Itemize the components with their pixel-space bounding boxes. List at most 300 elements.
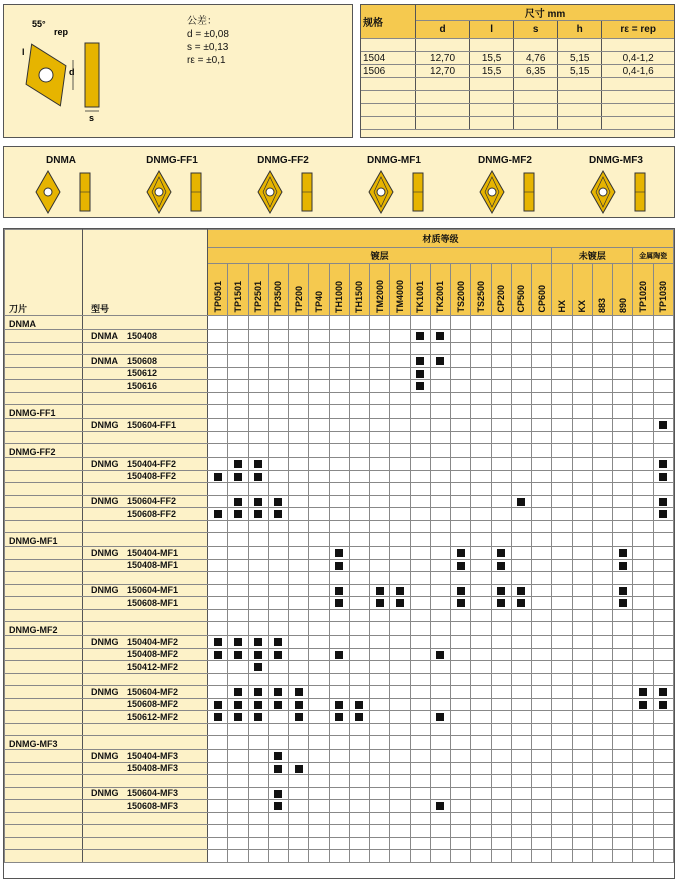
grade-cell xyxy=(268,609,288,622)
grade-cell xyxy=(592,483,612,496)
grade-cell xyxy=(349,380,369,393)
grade-cell xyxy=(532,355,552,368)
grade-cell xyxy=(613,622,633,636)
grade-cell xyxy=(410,342,430,355)
grade-cell xyxy=(491,673,511,686)
grade-cell xyxy=(451,419,471,432)
grade-cell xyxy=(552,723,572,736)
grade-cell xyxy=(511,444,531,458)
grade-cell xyxy=(532,673,552,686)
available-mark xyxy=(254,473,262,481)
grade-cell xyxy=(532,419,552,432)
grade-cell xyxy=(532,825,552,838)
grade-cell xyxy=(268,762,288,775)
grade-cell xyxy=(309,470,329,483)
grade-cell xyxy=(248,495,268,508)
grade-cell xyxy=(613,316,633,330)
grade-cell xyxy=(633,392,653,405)
grade-cell xyxy=(471,736,491,750)
grade-cell xyxy=(370,837,390,850)
dimension-table-panel xyxy=(360,4,675,138)
available-mark xyxy=(436,651,444,659)
grade-cell xyxy=(613,559,633,572)
grade-cell xyxy=(329,850,349,863)
grade-cell xyxy=(653,483,674,496)
grade-cell xyxy=(633,661,653,674)
grade-cell xyxy=(532,609,552,622)
grade-cell xyxy=(471,750,491,763)
grade-cell xyxy=(552,597,572,610)
grade-cell xyxy=(471,597,491,610)
grade-cell xyxy=(289,520,309,533)
grade-cell xyxy=(532,495,552,508)
grade-cell xyxy=(329,787,349,800)
grade-cell xyxy=(653,559,674,572)
grade-cell xyxy=(471,431,491,444)
available-mark xyxy=(517,587,525,595)
grade-cell xyxy=(633,444,653,458)
grade-cell xyxy=(370,673,390,686)
grade-cell xyxy=(309,622,329,636)
grade-cell xyxy=(410,636,430,649)
available-mark xyxy=(335,599,343,607)
type-cell xyxy=(83,775,208,788)
grade-cell xyxy=(430,533,450,547)
grade-cell xyxy=(613,673,633,686)
available-mark xyxy=(214,510,222,518)
insert-shape-icon xyxy=(6,167,116,217)
dimension-table xyxy=(361,5,674,130)
available-mark xyxy=(254,688,262,696)
grade-cell xyxy=(289,686,309,699)
type-size: 150408-MF1 xyxy=(127,560,179,571)
grade-group-header: 金属陶瓷 xyxy=(633,248,674,264)
type-cell xyxy=(83,559,208,572)
grade-cell xyxy=(471,837,491,850)
grade-cell xyxy=(532,711,552,724)
table-row xyxy=(5,431,674,444)
table-row xyxy=(5,533,674,547)
grade-cell xyxy=(613,787,633,800)
available-mark xyxy=(254,663,262,671)
grade-cell xyxy=(552,775,572,788)
grade-cell xyxy=(370,622,390,636)
type-size: 150608-MF2 xyxy=(127,699,179,710)
grade-cell xyxy=(268,812,288,825)
grade-cell xyxy=(268,673,288,686)
dimension-group-header: 尺寸 mm xyxy=(416,5,675,21)
grade-column-label: TP2501 xyxy=(253,281,264,313)
available-mark xyxy=(355,701,363,709)
grade-cell xyxy=(451,812,471,825)
type-cell xyxy=(83,661,208,674)
grade-cell xyxy=(552,367,572,380)
grade-cell xyxy=(390,355,410,368)
grade-cell xyxy=(390,533,410,547)
grade-cell xyxy=(349,431,369,444)
grade-cell xyxy=(248,661,268,674)
grade-cell xyxy=(511,775,531,788)
grade-cell xyxy=(228,750,248,763)
grade-cell xyxy=(410,584,430,597)
grade-cell xyxy=(430,837,450,850)
available-mark xyxy=(214,473,222,481)
grade-cell xyxy=(552,686,572,699)
grade-cell xyxy=(532,636,552,649)
grade-cell xyxy=(491,431,511,444)
grade-cell xyxy=(370,711,390,724)
grade-cell xyxy=(511,458,531,471)
grade-cell xyxy=(228,622,248,636)
table-row xyxy=(5,837,674,850)
grade-cell xyxy=(592,367,612,380)
table-row xyxy=(5,470,674,483)
grade-cell xyxy=(451,686,471,699)
grade-cell xyxy=(208,673,228,686)
grade-cell xyxy=(633,698,653,711)
type-cell xyxy=(83,787,208,800)
grade-cell xyxy=(309,825,329,838)
grade-cell xyxy=(390,775,410,788)
grade-cell xyxy=(329,355,349,368)
grade-cell xyxy=(309,342,329,355)
grade-cell xyxy=(410,444,430,458)
grade-cell xyxy=(228,547,248,560)
grade-cell xyxy=(471,330,491,343)
grade-cell xyxy=(329,686,349,699)
grade-cell xyxy=(349,850,369,863)
grade-cell xyxy=(289,380,309,393)
grade-cell xyxy=(248,547,268,560)
grade-cell xyxy=(491,736,511,750)
grade-cell xyxy=(572,405,592,419)
grade-cell xyxy=(532,367,552,380)
insert-shape-dnmg-mf3 xyxy=(561,147,671,219)
available-mark xyxy=(254,701,262,709)
grade-column-label: KX xyxy=(577,300,588,313)
grade-cell xyxy=(289,825,309,838)
grade-cell xyxy=(633,533,653,547)
table-row xyxy=(5,483,674,496)
grade-cell xyxy=(592,787,612,800)
grade-cell xyxy=(289,470,309,483)
grade-cell xyxy=(592,597,612,610)
grade-cell xyxy=(228,762,248,775)
grade-cell xyxy=(451,547,471,560)
grade-cell xyxy=(349,636,369,649)
grade-cell xyxy=(370,533,390,547)
grade-cell xyxy=(511,367,531,380)
grade-cell xyxy=(572,736,592,750)
grade-cell xyxy=(410,775,430,788)
grade-cell xyxy=(349,800,369,813)
grade-cell xyxy=(633,520,653,533)
grade-cell xyxy=(451,508,471,521)
available-mark xyxy=(295,701,303,709)
grade-column-label: TH1000 xyxy=(334,280,345,313)
table-row xyxy=(5,342,674,355)
grade-cell xyxy=(613,736,633,750)
dim-col-header: l xyxy=(470,21,514,39)
grade-cell xyxy=(633,673,653,686)
grade-cell xyxy=(309,559,329,572)
grade-column-header xyxy=(451,264,471,316)
grade-cell xyxy=(410,850,430,863)
grade-cell xyxy=(248,367,268,380)
grade-cell xyxy=(430,825,450,838)
grade-cell xyxy=(532,572,552,585)
grade-cell xyxy=(410,330,430,343)
grade-cell xyxy=(572,622,592,636)
grade-cell xyxy=(289,405,309,419)
grade-cell xyxy=(329,661,349,674)
grade-cell xyxy=(471,547,491,560)
grade-cell xyxy=(430,392,450,405)
grade-cell xyxy=(552,609,572,622)
grade-cell xyxy=(410,661,430,674)
grade-cell xyxy=(451,787,471,800)
grade-cell xyxy=(208,775,228,788)
grade-cell xyxy=(349,775,369,788)
available-mark xyxy=(517,498,525,506)
grade-cell xyxy=(532,698,552,711)
grade-cell xyxy=(491,762,511,775)
grade-cell xyxy=(511,495,531,508)
grade-cell xyxy=(451,533,471,547)
grade-cell xyxy=(329,470,349,483)
grade-cell xyxy=(532,762,552,775)
type-prefix: DNMA xyxy=(91,355,118,366)
type-cell xyxy=(83,483,208,496)
grade-cell xyxy=(592,547,612,560)
grade-cell xyxy=(390,559,410,572)
grade-cell xyxy=(248,597,268,610)
grade-cell xyxy=(471,686,491,699)
grade-cell xyxy=(491,609,511,622)
grade-cell xyxy=(410,812,430,825)
available-mark xyxy=(659,510,667,518)
grade-cell xyxy=(410,495,430,508)
type-cell xyxy=(83,419,208,432)
grade-cell xyxy=(552,330,572,343)
available-mark xyxy=(335,562,343,570)
grade-cell xyxy=(248,559,268,572)
grade-cell xyxy=(309,367,329,380)
grade-cell xyxy=(309,686,329,699)
grade-cell xyxy=(248,342,268,355)
grade-cell xyxy=(653,419,674,432)
available-mark xyxy=(274,510,282,518)
grade-cell xyxy=(451,622,471,636)
grade-cell xyxy=(491,723,511,736)
grade-cell xyxy=(572,355,592,368)
grade-cell xyxy=(451,775,471,788)
grade-cell xyxy=(653,837,674,850)
type-prefix: DNMG xyxy=(91,547,119,558)
grade-cell xyxy=(592,825,612,838)
grade-cell xyxy=(613,470,633,483)
grade-cell xyxy=(491,495,511,508)
grade-cell xyxy=(289,597,309,610)
grade-cell xyxy=(410,609,430,622)
grade-cell xyxy=(410,800,430,813)
grade-cell xyxy=(572,495,592,508)
grade-cell xyxy=(613,380,633,393)
grade-cell xyxy=(208,636,228,649)
grade-cell xyxy=(552,444,572,458)
grade-cell xyxy=(309,750,329,763)
grade-cell xyxy=(370,419,390,432)
grade-column-header xyxy=(410,264,430,316)
family-cell xyxy=(5,483,83,496)
grade-cell xyxy=(410,648,430,661)
available-mark xyxy=(274,802,282,810)
grade-cell xyxy=(552,636,572,649)
grade-cell xyxy=(572,316,592,330)
type-cell xyxy=(83,330,208,343)
available-mark xyxy=(214,638,222,646)
grade-cell xyxy=(572,533,592,547)
grade-cell xyxy=(552,547,572,560)
grade-column-label: TP200 xyxy=(293,286,304,313)
grade-cell xyxy=(309,787,329,800)
grade-cell xyxy=(613,812,633,825)
grade-cell xyxy=(370,405,390,419)
tolerance-r: rε = ±0,1 xyxy=(187,55,226,66)
grade-cell xyxy=(349,812,369,825)
grade-cell xyxy=(491,458,511,471)
grade-cell xyxy=(228,698,248,711)
grade-cell xyxy=(208,711,228,724)
grade-table xyxy=(4,229,674,863)
grade-cell xyxy=(451,572,471,585)
available-mark xyxy=(335,549,343,557)
grade-cell xyxy=(430,636,450,649)
grade-cell xyxy=(552,622,572,636)
grade-cell xyxy=(289,533,309,547)
grade-cell xyxy=(410,559,430,572)
available-mark xyxy=(234,638,242,646)
available-mark xyxy=(619,587,627,595)
table-row xyxy=(5,380,674,393)
available-mark xyxy=(254,713,262,721)
grade-cell xyxy=(248,483,268,496)
table-row xyxy=(5,723,674,736)
grade-cell xyxy=(268,622,288,636)
grade-cell xyxy=(451,431,471,444)
type-header-cell xyxy=(83,230,208,316)
grade-cell xyxy=(592,750,612,763)
tolerance-block xyxy=(187,15,229,67)
grade-cell xyxy=(572,787,592,800)
grade-column-header xyxy=(552,264,572,316)
grade-cell xyxy=(633,547,653,560)
grade-cell xyxy=(633,483,653,496)
grade-cell xyxy=(471,405,491,419)
grade-cell xyxy=(532,736,552,750)
grade-cell xyxy=(248,800,268,813)
grade-cell xyxy=(592,444,612,458)
grade-cell xyxy=(268,636,288,649)
type-cell xyxy=(83,837,208,850)
grade-cell xyxy=(370,736,390,750)
grade-cell xyxy=(653,316,674,330)
available-mark xyxy=(457,587,465,595)
grade-cell xyxy=(208,419,228,432)
available-mark xyxy=(639,688,647,696)
grade-column-label: 883 xyxy=(597,297,608,313)
grade-cell xyxy=(532,547,552,560)
grade-cell xyxy=(653,775,674,788)
grade-cell xyxy=(613,495,633,508)
grade-cell xyxy=(289,609,309,622)
grade-cell xyxy=(511,520,531,533)
grade-column-header xyxy=(268,264,288,316)
grade-cell xyxy=(349,711,369,724)
grade-cell xyxy=(390,483,410,496)
grade-cell xyxy=(532,342,552,355)
grade-cell xyxy=(491,405,511,419)
grade-cell xyxy=(329,800,349,813)
grade-cell xyxy=(572,458,592,471)
grade-cell xyxy=(329,316,349,330)
grade-cell xyxy=(451,636,471,649)
grade-cell xyxy=(228,787,248,800)
grade-cell xyxy=(653,723,674,736)
grade-cell xyxy=(390,711,410,724)
grade-cell xyxy=(228,392,248,405)
available-mark xyxy=(659,473,667,481)
family-cell xyxy=(5,405,83,419)
grade-cell xyxy=(532,330,552,343)
grade-cell xyxy=(511,800,531,813)
grade-cell xyxy=(633,330,653,343)
grade-cell xyxy=(228,648,248,661)
grade-cell xyxy=(552,800,572,813)
grade-cell xyxy=(208,405,228,419)
grade-cell xyxy=(430,355,450,368)
grade-cell xyxy=(390,686,410,699)
grade-cell xyxy=(228,673,248,686)
rep-label: rep xyxy=(54,27,69,37)
grade-cell xyxy=(592,584,612,597)
grade-cell xyxy=(228,355,248,368)
available-mark xyxy=(214,651,222,659)
type-cell xyxy=(83,520,208,533)
grade-cell xyxy=(289,673,309,686)
grade-cell xyxy=(329,559,349,572)
type-cell xyxy=(83,698,208,711)
grade-cell xyxy=(633,775,653,788)
grade-cell xyxy=(349,533,369,547)
grade-cell xyxy=(572,825,592,838)
available-mark xyxy=(659,498,667,506)
available-mark xyxy=(254,510,262,518)
grade-cell xyxy=(653,762,674,775)
grade-cell xyxy=(471,342,491,355)
grade-cell xyxy=(592,533,612,547)
grade-cell xyxy=(613,648,633,661)
grade-cell xyxy=(289,458,309,471)
grade-cell xyxy=(552,520,572,533)
grade-cell xyxy=(572,392,592,405)
available-mark xyxy=(639,701,647,709)
grade-cell xyxy=(329,636,349,649)
grade-cell xyxy=(653,508,674,521)
grade-cell xyxy=(410,673,430,686)
grade-cell xyxy=(390,800,410,813)
shape-label: DNMG-FF1 xyxy=(146,155,198,166)
